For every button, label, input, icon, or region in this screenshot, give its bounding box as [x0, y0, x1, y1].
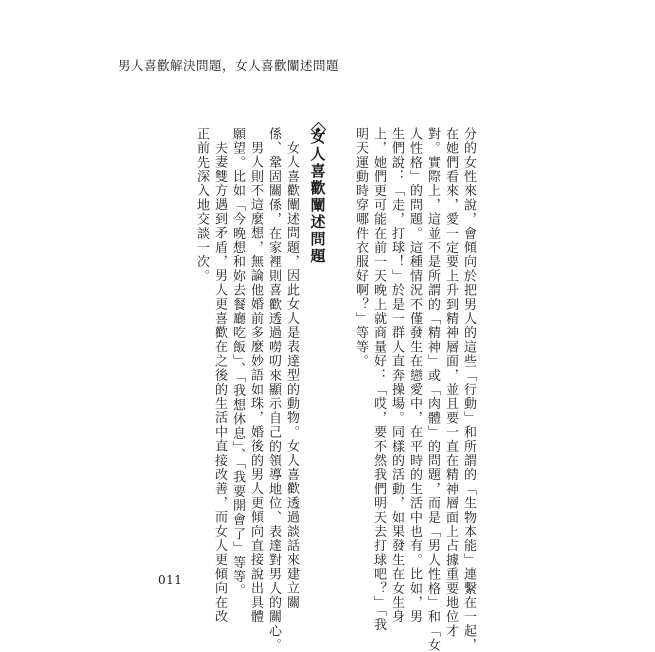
text-column: 係、鞏固關係，在家裡則喜歡透過嘮叨來顯示自己的領導地位、表達對男人的關心。 [266, 127, 281, 652]
text-column: 明天運動時穿哪件衣服好啊？」等等。 [353, 127, 368, 369]
text-column: 生們說：「走，打球！」於是一群人直奔操場。同樣的活動，如果發生在女生身 [389, 127, 404, 624]
text-column: 願望。比如「今晚想和妳去餐廳吃飯」、「我想休息」、「我要開會了」等等。 [230, 127, 245, 598]
page-number: 011 [158, 573, 183, 587]
text-column: 男人則不這麼想，無論他婚前多麼妙語如珠，婚後的男人更傾向直接說出具體 [248, 141, 263, 624]
text-column: 正前先深入地交談一次。 [194, 127, 209, 284]
text-column: 人性格」的問題。這種情況不僅發生在戀愛中，在平時的生活中也有。比如，男 [407, 127, 422, 624]
text-column: 分的女性來說，會傾向於把男人的這些「行動」和所謂的「生物本能」連繫在一起， [461, 127, 476, 652]
section-heading-text: 女人喜歡闡述問題 [308, 129, 327, 265]
text-column: 在她們看來，愛一定要上升到精神層面，並且要一直在精神層面上占據重要地位才 [443, 127, 458, 639]
text-column: 夫妻雙方遇到矛盾，男人更喜歡在之後的生活中直接改善，而女人更傾向在改 [212, 141, 227, 624]
text-column: 女人喜歡闡述問題，因此女人是表達型的動物。女人喜歡透過談話來建立關 [284, 141, 299, 610]
section-heading [306, 123, 330, 263]
running-head: 男人喜歡解決問題，女人喜歡闡述問題 [118, 58, 340, 73]
text-column: 對。實際上，這並不是所謂的「精神」或「肉體」的問題，而是「男人性格」和「女 [425, 127, 440, 652]
text-column: 上，她們更可能在前一天晚上就商量好：「哎，要不然我們明天去打球吧？」「我 [371, 127, 386, 632]
